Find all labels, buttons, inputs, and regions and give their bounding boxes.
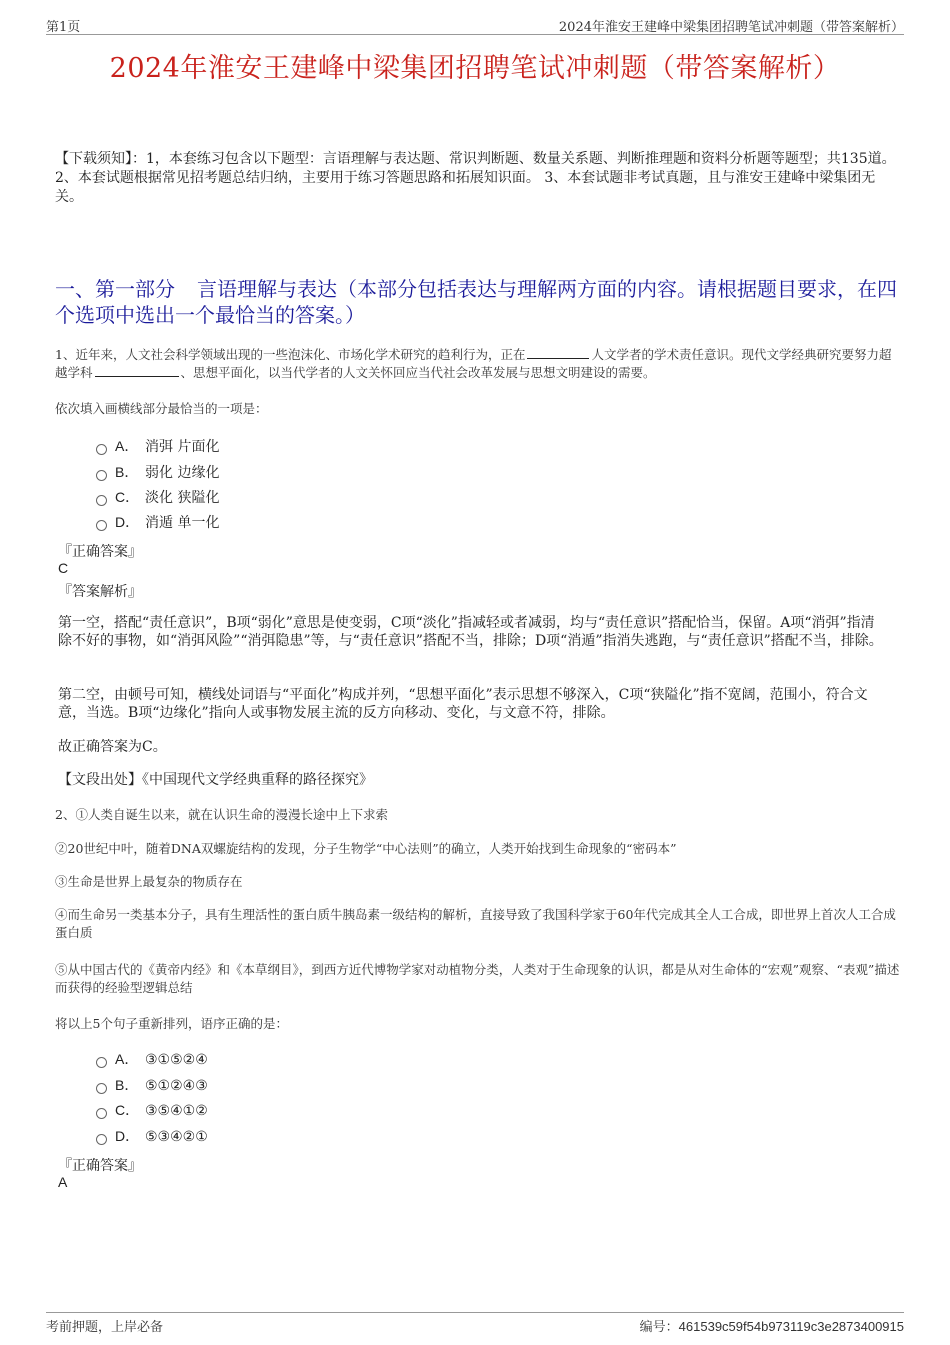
fill-blank	[95, 364, 179, 377]
question-2-sentence: 2、①人类自诞生以来，就在认识生命的漫漫长途中上下求索	[55, 807, 388, 822]
question-2-answer: A	[58, 1174, 68, 1190]
question-1-option-a[interactable]: A． 消弭 片面化	[96, 436, 219, 456]
radio-icon[interactable]	[96, 1134, 107, 1145]
page-footer	[46, 1312, 904, 1335]
question-2-option-c[interactable]: C． ③⑤④①②	[96, 1100, 208, 1120]
footer-slogan: 考前押题，上岸必备	[46, 1320, 164, 1335]
question-2-answer-label: 『正确答案』	[58, 1158, 142, 1174]
question-1-analysis-label: 『答案解析』	[58, 584, 142, 600]
question-1-text-part: 1、近年来，人文社会科学领域出现的一些泡沫化、市场化学术研究的趋利行为，正在	[55, 347, 526, 362]
question-1-option-d[interactable]: D． 消遁 单一化	[96, 512, 219, 532]
question-2-sentence: ②20世纪中叶，随着DNA双螺旋结构的发现，分子生物学“中心法则”的确立，人类开始找到生命现象的“密码本”	[55, 841, 677, 856]
page-number: 第1页	[46, 20, 81, 35]
question-2-option-d[interactable]: D． ⑤③④②①	[96, 1126, 208, 1146]
question-2-option-a[interactable]: A． ③①⑤②④	[96, 1049, 208, 1069]
question-1-option-b[interactable]: B． 弱化 边缘化	[96, 462, 219, 482]
question-2-sentence: ④而生命另一类基本分子，具有生理活性的蛋白质牛胰岛素一级结构的解析，直接导致了我国科学家于60年代完成其全人工合成，即世界上首次人工合成蛋白质	[55, 907, 896, 940]
radio-icon[interactable]	[96, 1057, 107, 1068]
section-name: 一、第一部分	[55, 277, 175, 301]
footer-code	[640, 1316, 904, 1335]
question-1-text-part: 、思想平面化，以当代学者的人文关怀回应当代社会改革发展与思想文明建设的需要。	[180, 365, 656, 380]
page-title: 2024年淮安王建峰中梁集团招聘笔试冲刺题（带答案解析）	[109, 53, 841, 84]
radio-icon[interactable]	[96, 444, 107, 455]
analysis-paragraph: 第一空，搭配“责任意识”，B项“弱化”意思是使变弱，C项“淡化”指减轻或者减弱，均与“责任意识”搭配恰当，保留。A项“消弭”指清除不好的事物，如“消弭风险”“消弭隐患”等，与“责任意识”搭配不当，排除；D项“消遁”指消失逃跑，与“责任意识”搭配不当，排除。	[58, 615, 883, 649]
question-1-option-c[interactable]: C． 淡化 狭隘化	[96, 487, 219, 507]
analysis-conclusion: 故正确答案为C。	[58, 739, 167, 755]
question-2-sentence: ⑤从中国古代的《黄帝内经》和《本草纲目》，到西方近代博物学家对动植物分类，人类对于生命现象的认识，都是从对生命体的“宏观”观察、“表观”描述而获得的经验型逻辑总结	[55, 962, 900, 995]
question-1-answer: C	[58, 560, 69, 576]
question-2-option-b[interactable]: B． ⑤①②④③	[96, 1075, 208, 1095]
fill-blank	[527, 346, 589, 359]
question-1-answer-label: 『正确答案』	[58, 544, 142, 560]
question-1-prompt: 依次填入画横线部分最恰当的一项是：	[55, 401, 268, 416]
footer-code-value: 461539c59f54b973119c3e2873400915	[678, 1319, 904, 1334]
question-1-text-part: 人文学者的学术责任意识。现代文学经典研究要努力超越学科	[55, 347, 892, 380]
section-heading	[55, 276, 900, 328]
question-1-stem	[55, 346, 900, 382]
question-2-sentence: ③生命是世界上最复杂的物质存在	[55, 874, 243, 889]
page-header	[46, 14, 904, 35]
radio-icon[interactable]	[96, 1108, 107, 1119]
radio-icon[interactable]	[96, 470, 107, 481]
radio-icon[interactable]	[96, 1083, 107, 1094]
question-2-prompt: 将以上5个句子重新排列，语序正确的是：	[55, 1016, 288, 1031]
footer-code-label: 编号：	[639, 1320, 679, 1335]
section-description: 言语理解与表达（本部分包括表达与理解两方面的内容。请根据题目要求，在四个选项中选出一个最恰当的答案。）	[55, 277, 897, 327]
radio-icon[interactable]	[96, 495, 107, 506]
download-notice: 【下载须知】：1，本套练习包含以下题型：言语理解与表达题、常识判断题、数量关系题、判断推理题和资料分析题等题型；共135道。 2、本套试题根据常见招考题总结归纳，主要用于练习答题思路和拓展知识面。 3、本套试题非考试真题，且与淮安王建峰中梁集团无关。	[55, 151, 896, 205]
header-doc-title: 2024年淮安王建峰中梁集团招聘笔试冲刺题（带答案解析）	[558, 20, 904, 35]
question-1-source: 【文段出处】《中国现代文学经典重释的路径探究》	[58, 772, 373, 788]
radio-icon[interactable]	[96, 520, 107, 531]
analysis-paragraph: 第二空，由顿号可知，横线处词语与“平面化”构成并列，“思想平面化”表示思想不够深入，C项“狭隘化”指不宽阔，范围小，符合文意，当选。B项“边缘化”指向人或事物发展主流的反方向移动、变化，与文意不符，排除。	[58, 687, 868, 721]
